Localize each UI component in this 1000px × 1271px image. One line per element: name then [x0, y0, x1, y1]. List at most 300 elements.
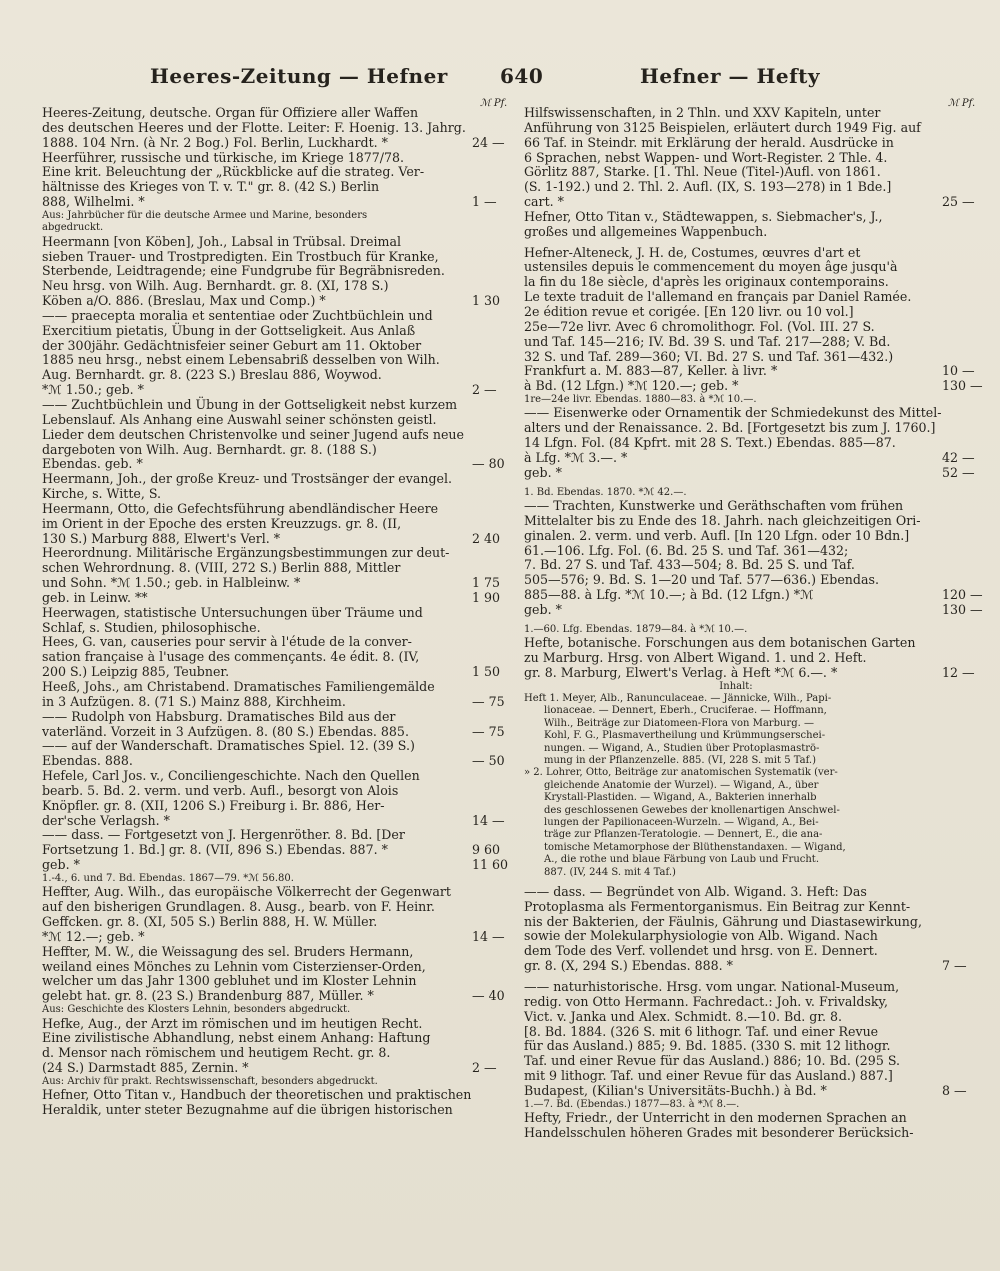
line-text: 200 S.) Leipzig 885, Teubner.	[42, 664, 230, 680]
line-text: Exercitium pietatis, Übung in der Gottseligkeit. Aus Anlaß	[42, 322, 416, 338]
line-text: Heermann, Joh., der große Kreuz- und Trostsänger der evangel.	[42, 471, 452, 487]
line-text: Krystall-Plastiden. — Wigand, A., Bakterien innerhalb	[544, 792, 817, 804]
line-text: 1888. 104 Nrn. (à Nr. 2 Bog.) Fol. Berlin, Luckhardt. *	[42, 134, 388, 150]
price-value: 10 —	[942, 363, 975, 379]
line-text: 130 S.) Marburg 888, Elwert's Verl. *	[42, 530, 281, 546]
entry-line	[42, 530, 501, 547]
line-text: 1.—7. Bd. (Ebendas.) 1877—83. à *ℳ 8.—.	[524, 1098, 740, 1110]
entry-line	[524, 1039, 948, 1054]
entry-line	[524, 290, 948, 305]
line-text: geb. in Leinw. **	[42, 589, 148, 605]
entry-line	[42, 784, 474, 799]
note-line	[524, 780, 948, 792]
line-text: tomische Metamorphose der Blüthenstandaxen. — Wigand,	[544, 841, 846, 853]
line-text: sation française à l'usage des commençants. 4e édit. 8. (IV,	[42, 649, 420, 665]
line-text: Fortsetzung 1. Bd.] gr. 8. (VII, 896 S.) Ebendas. 887. *	[42, 842, 388, 858]
entry-line	[524, 664, 975, 681]
line-text: Görlitz 887, Starke. [1. Thl. Neue (Titel-)Aufl. von 1861.	[524, 164, 881, 180]
line-text: (S. 1-192.) und 2. Thl. 2. Aufl. (IX, S. 193—278) in 1 Bde.]	[524, 179, 892, 195]
line-text: à Lfg. *ℳ 3.—. *	[524, 449, 628, 465]
entry-line	[524, 1025, 948, 1040]
price-value: 12 —	[942, 664, 975, 680]
entry-line	[524, 1126, 948, 1141]
line-text: Anführung von 3125 Beispielen, erläutert durch 1949 Fig. auf	[524, 119, 921, 135]
note-line	[524, 792, 948, 804]
note-line	[524, 854, 948, 866]
entry-line	[524, 636, 948, 651]
entry-line	[524, 194, 975, 210]
line-text: 1885 neu hrsg., nebst einem Lebensabriß desselben von Wilh.	[42, 352, 440, 368]
line-text: im Orient in der Epoche des ersten Kreuzzugs. gr. 8. (II,	[42, 515, 402, 531]
line-text: Inhalt:	[719, 680, 753, 692]
entry-line	[42, 353, 474, 368]
header-right-title: Hefner — Hefty	[640, 64, 821, 88]
entry-line	[42, 915, 474, 930]
entry-line	[42, 382, 497, 398]
line-text: Heft 1. Meyer, Alb., Ranunculaceae. — Jännicke, Wilh., Papi-	[524, 693, 832, 705]
line-text: bearb. 5. Bd. 2. verm. und verb. Aufl., besorgt von Alois	[42, 782, 399, 798]
entry-line	[42, 812, 505, 829]
entry-line	[524, 464, 975, 481]
line-text: gr. 8. Marburg, Elwert's Verlag. à Heft *ℳ 6.—. *	[524, 664, 838, 680]
line-text: mit 9 lithogr. Taf. und einer Revue für das Ausland.) 887.]	[524, 1068, 893, 1084]
entry-line	[42, 546, 474, 561]
entry-line	[524, 436, 948, 451]
line-text: 7. Bd. 27 S. und Taf. 433—504; 8. Bd. 25 S. und Taf.	[524, 557, 855, 573]
entry-line	[42, 589, 501, 606]
line-text: 1re—24e livr. Ebendas. 1880—83. à *ℳ 10.—.	[524, 394, 757, 406]
entry-line	[42, 664, 501, 680]
line-text: Heerwagen, statistische Untersuchungen über Träume und	[42, 604, 423, 620]
entry-line	[42, 151, 474, 166]
entry-line	[42, 1088, 474, 1103]
line-text: Hefte, botanische. Forschungen aus dem botanischen Garten	[524, 635, 916, 651]
line-text: Knöpfler. gr. 8. (XII, 1206 S.) Freiburg i. Br. 886, Her-	[42, 797, 385, 813]
line-text: nungen. — Wigand, A., Studien über Protoplasmaströ-	[544, 742, 820, 754]
entry-line	[524, 151, 948, 166]
line-text: Budapest, (Kilian's Universitäts-Buchh.) à Bd. *	[524, 1082, 827, 1098]
right-column	[524, 105, 983, 1141]
price-value: 1 50	[472, 664, 501, 680]
entry-line	[42, 279, 474, 294]
line-text: Heerordnung. Militärische Ergänzungsbestimmungen zur deut-	[42, 545, 450, 561]
entry-line	[42, 753, 505, 769]
entry-line	[42, 988, 505, 1004]
line-text: » 2. Lohrer, Otto, Beiträge zur anatomischen Systematik (ver-	[524, 767, 838, 779]
entry-line	[524, 363, 975, 379]
entry-line	[42, 710, 474, 725]
line-text: des deutschen Heeres und der Flotte. Leiter: F. Hoenig. 13. Jahrg.	[42, 119, 466, 135]
line-text: 14 Lfgn. Fol. (84 Kpfrt. mit 28 S. Text.) Ebendas. 885—87.	[524, 435, 896, 451]
line-text: nis der Bakterien, der Fäulnis, Gährung und Diastasewirkung,	[524, 913, 922, 929]
line-text: in 3 Aufzügen. 8. (71 S.) Mainz 888, Kirchheim.	[42, 693, 346, 709]
price-column-label-left: ℳ Pf.	[480, 98, 508, 109]
entry-line	[42, 974, 474, 989]
line-text: Lebenslauf. Als Anhang eine Auswahl seiner schönsten geistl.	[42, 411, 437, 427]
line-text: —— dass. — Fortgesetzt von J. Hergenröther. 8. Bd. [Der	[42, 827, 405, 843]
line-text: Aus: Geschichte des Klosters Lehnin, besonders abgedruckt.	[42, 1004, 351, 1016]
entry-line	[42, 928, 505, 945]
note-line	[524, 829, 948, 841]
line-text: 25e—72e livr. Avec 6 chromolithogr. Fol. (Vol. III. 27 S.	[524, 318, 875, 334]
entry-line	[42, 443, 474, 458]
note-line	[524, 755, 948, 767]
price-value: 1 —	[472, 194, 497, 210]
entry-line	[42, 413, 474, 428]
line-text: à Bd. (12 Lfgn.) *ℳ 120.—; geb. *	[524, 378, 739, 394]
line-text: Schlaf, s. Studien, philosophische.	[42, 619, 261, 635]
line-text: und Taf. 145—216; IV. Bd. 39 S. und Taf. 217—288; V. Bd.	[524, 333, 891, 349]
line-text: geb. *	[42, 857, 80, 873]
line-text: la fin du 18e siècle, d'après les originaux contemporains.	[524, 274, 889, 290]
running-header	[0, 64, 1000, 94]
entry-line	[524, 320, 948, 335]
entry-line	[524, 121, 948, 136]
entry-line	[524, 944, 948, 959]
entry-line	[524, 958, 967, 974]
entry-line	[42, 606, 474, 621]
entry-line	[42, 502, 474, 517]
entry-line	[42, 121, 474, 136]
line-text: Hees, G. van, causeries pour servir à l'étude de la conver-	[42, 634, 412, 650]
line-text: dem Tode des Verf. vollendet und hrsg. von E. Dennert.	[524, 943, 878, 959]
entry-line	[42, 1031, 474, 1046]
line-text: Hefele, Carl Jos. v., Conciliengeschichte. Nach den Quellen	[42, 768, 420, 784]
entry-line	[524, 885, 948, 900]
line-text: 6 Sprachen, nebst Wappen- und Wort-Register. 2 Thle. 4.	[524, 149, 888, 165]
price-value: 2 —	[472, 382, 497, 398]
line-text: Hilfswissenschaften, in 2 Thln. und XXV Kapiteln, unter	[524, 105, 881, 120]
line-text: 66 Taf. in Steindr. mit Erklärung der herald. Ausdrücke in	[524, 134, 894, 150]
entry-line	[524, 514, 948, 529]
entry-line	[42, 309, 474, 324]
price-value: — 40	[472, 988, 505, 1004]
entry-line	[42, 680, 474, 695]
entry-line	[42, 857, 509, 873]
entry-line	[42, 1017, 474, 1032]
line-text: geb. *	[524, 601, 562, 617]
entry-line	[42, 165, 474, 180]
entry-line	[524, 180, 948, 195]
line-text: ustensiles depuis le commencement du moyen âge jusqu'à	[524, 259, 898, 275]
line-text: Sterbende, Leidtragende; eine Fundgrube für Begräbnisreden.	[42, 263, 445, 279]
entry-line	[524, 1111, 948, 1126]
entry-line	[524, 165, 948, 180]
line-text: sowie der Molekularphysiologie von Alb. Wigand. Nach	[524, 928, 878, 944]
price-value: — 80	[472, 456, 505, 472]
entry-line	[524, 915, 948, 930]
line-text: großes und allgemeines Wappenbuch.	[524, 223, 768, 239]
entry-line	[42, 339, 474, 354]
entry-line	[42, 769, 474, 784]
line-text: Heeres-Zeitung, deutsche. Organ für Offiziere aller Waffen	[42, 105, 419, 120]
line-text: dargeboten von Wilh. Aug. Bernhardt. gr. 8. (188 S.)	[42, 441, 377, 457]
line-text: des geschlossenen Gewebes der knollenartigen Anschwel-	[544, 804, 840, 816]
line-text: Taf. und einer Revue für das Ausland.) 886; 10. Bd. (295 S.	[524, 1053, 901, 1069]
entry-line	[42, 621, 474, 636]
entry-line	[42, 487, 474, 502]
price-value: — 75	[472, 723, 505, 739]
entry-line	[42, 960, 474, 975]
entry-line	[42, 575, 501, 591]
note-line	[524, 817, 948, 829]
line-text: mung in der Pflanzenzelle. 885. (VI, 228 S. mit 5 Taf.)	[544, 755, 817, 767]
line-text: abgedruckt.	[42, 222, 104, 234]
price-value: 120 —	[942, 587, 983, 603]
page-number: 640	[500, 64, 544, 88]
line-text: Eine zivilistische Abhandlung, nebst einem Anhang: Haftung	[42, 1030, 431, 1046]
line-text: Hefner-Alteneck, J. H. de, Costumes, œuvres d'art et	[524, 244, 861, 260]
entry-line	[524, 335, 948, 350]
entry-line	[42, 398, 474, 413]
price-column-label-right: ℳ Pf.	[948, 98, 976, 109]
entry-line	[524, 406, 948, 421]
line-text: Ebendas. geb. *	[42, 456, 143, 472]
line-text: 1.—60. Lfg. Ebendas. 1879—84. à *ℳ 10.—.	[524, 623, 748, 635]
entry-line	[524, 995, 948, 1010]
entry-line	[524, 651, 948, 666]
line-text: Neu hrsg. von Wilh. Aug. Bernhardt. gr. 8. (XI, 178 S.)	[42, 278, 389, 294]
entry-line	[524, 136, 948, 151]
line-text: hältnisse des Krieges von T. v. T." gr. 8. (42 S.) Berlin	[42, 179, 380, 195]
note-line	[524, 842, 948, 854]
line-text: Protoplasma als Fermentorganismus. Ein Beitrag zur Kennt-	[524, 898, 911, 914]
entry-line	[524, 558, 948, 573]
entry-line	[524, 1069, 948, 1084]
entry-line	[524, 601, 983, 618]
entry-line	[42, 456, 505, 472]
line-text: 505—576; 9. Bd. S. 1—20 und Taf. 577—636.) Ebendas.	[524, 572, 879, 588]
line-text: Geffcken. gr. 8. (XI, 505 S.) Berlin 888, H. W. Müller.	[42, 914, 378, 930]
line-text: 2e édition revue et corigée. [En 120 livr. ou 10 vol.]	[524, 303, 854, 319]
price-value: 1 30	[472, 293, 501, 309]
entry-line	[524, 246, 948, 261]
note-line	[524, 805, 948, 817]
entry-line	[524, 106, 948, 121]
line-text: *ℳ 12.—; geb. *	[42, 928, 145, 944]
line-text: Ebendas. 888.	[42, 753, 133, 769]
note-line	[524, 681, 948, 693]
line-text: 61.—106. Lfg. Fol. (6. Bd. 25 S. und Taf. 361—432;	[524, 542, 849, 558]
price-value: 9 60	[472, 842, 501, 858]
price-value: 25 —	[942, 194, 975, 210]
note-line	[524, 705, 948, 717]
line-text: Hefty, Friedr., der Unterricht in den modernen Sprachen an	[524, 1110, 907, 1126]
price-value: 130 —	[942, 378, 983, 394]
line-text: Aus: Jahrbücher für die deutsche Armee und Marine, besonders	[42, 209, 368, 221]
entry-line	[524, 980, 948, 995]
entry-line	[42, 1060, 497, 1076]
entry-line	[524, 573, 948, 588]
line-text: der'sche Verlagsh. *	[42, 812, 170, 828]
entry-line	[42, 472, 474, 487]
line-text: Heffter, Aug. Wilh., das europäische Völkerrecht der Gegenwart	[42, 884, 451, 900]
price-value: 130 —	[942, 601, 983, 617]
entry-line	[42, 739, 474, 754]
price-value: 7 —	[942, 958, 967, 974]
line-text: Heermann [von Köben], Joh., Labsal in Trübsal. Dreimal	[42, 233, 402, 249]
line-text: ginalen. 2. verm. und verb. Aufl. [In 120 Lfgn. oder 10 Bdn.]	[524, 527, 910, 543]
line-text: 32 S. und Taf. 289—360; VI. Bd. 27 S. und Taf. 361—432.)	[524, 348, 894, 364]
header-left-title: Heeres-Zeitung — Hefner	[150, 64, 448, 88]
line-text: *ℳ 1.50.; geb. *	[42, 382, 144, 398]
entry-line	[524, 499, 948, 514]
line-text: der 300jähr. Gedächtnisfeier seiner Geburt am 11. Oktober	[42, 337, 422, 353]
entry-line	[42, 250, 474, 265]
entry-line	[524, 529, 948, 544]
entry-line	[524, 587, 983, 603]
entry-line	[42, 723, 505, 740]
line-text: 887. (IV, 244 S. mit 4 Taf.)	[544, 866, 676, 878]
line-text: redig. von Otto Hermann. Fachredact.: Joh. v. Frivaldsky,	[524, 993, 888, 1009]
line-text: (24 S.) Darmstadt 885, Zernin. *	[42, 1060, 249, 1076]
line-text: —— praecepta moralia et sententiae oder Zuchtbüchlein und	[42, 307, 433, 323]
line-text: Heerführer, russische und türkische, im Kriege 1877/78.	[42, 149, 405, 165]
entry-line	[524, 900, 948, 915]
price-value: — 75	[472, 693, 505, 709]
line-text: lungen der Papilionaceen-Wurzeln. — Wigand, A., Bei-	[544, 817, 819, 828]
line-text: auf den bisherigen Grundlagen. 8. Ausg., bearb. von F. Heinr.	[42, 899, 435, 915]
entry-line	[42, 945, 474, 960]
left-column	[42, 105, 509, 1118]
entry-line	[524, 305, 948, 320]
line-text: geb. *	[524, 464, 562, 480]
entry-line	[42, 561, 474, 576]
entry-line	[42, 235, 474, 250]
line-text: Lieder dem deutschen Christenvolke und seiner Jugend aufs neue	[42, 426, 464, 442]
line-text: d. Mensor nach römischem und heutigem Recht. gr. 8.	[42, 1045, 391, 1061]
entry-line	[42, 1103, 474, 1118]
line-text: Heermann, Otto, die Gefechtsführung abendländischer Heere	[42, 500, 439, 516]
entry-line	[524, 260, 948, 275]
line-text: cart. *	[524, 194, 564, 210]
line-text: für das Ausland.) 885; 9. Bd. 1885. (330 S. mit 12 lithogr.	[524, 1038, 891, 1054]
entry-line	[42, 134, 505, 151]
entry-line	[524, 929, 948, 944]
note-line	[524, 767, 948, 779]
line-text: A., die rothe und blaue Färbung von Laub und Frucht.	[544, 854, 820, 866]
price-value: 1 75	[472, 575, 501, 591]
line-text: gleichende Anatomie der Wurzel). — Wigand, A., über	[544, 779, 819, 791]
line-text: schen Wehrordnung. 8. (VIII, 272 S.) Berlin 888, Mittler	[42, 560, 401, 576]
entry-line	[42, 180, 474, 195]
line-text: 888, Wilhelmi. *	[42, 194, 145, 210]
line-text: —— auf der Wanderschaft. Dramatisches Spiel. 12. (39 S.)	[42, 738, 415, 754]
entry-line	[42, 799, 474, 814]
entry-line	[42, 106, 474, 121]
line-text: und Sohn. *ℳ 1.50.; geb. in Halbleinw. *	[42, 575, 301, 591]
note-line	[524, 730, 948, 742]
line-text: —— Eisenwerke oder Ornamentik der Schmiedekunst des Mittel-	[524, 405, 942, 421]
entry-line	[524, 421, 948, 436]
line-text: Heraldik, unter steter Bezugnahme auf die übrigen historischen	[42, 1102, 453, 1118]
line-text: [8. Bd. 1884. (326 S. mit 6 lithogr. Taf. und einer Revue	[524, 1023, 879, 1039]
entry-line	[42, 293, 501, 309]
entry-line	[42, 650, 474, 665]
entry-line	[524, 1010, 948, 1025]
line-text: —— Zuchtbüchlein und Übung in der Gottseligkeit nebst kurzem	[42, 396, 458, 412]
entry-line	[42, 324, 474, 339]
line-text: gr. 8. (X, 294 S.) Ebendas. 888. *	[524, 958, 733, 974]
note-line	[524, 718, 948, 730]
price-value: 11 60	[472, 857, 509, 873]
line-text: sieben Trauer- und Trostpredigten. Ein Trostbuch für Kranke,	[42, 248, 439, 264]
line-text: Handelsschulen höheren Grades mit besonderer Berücksich-	[524, 1125, 914, 1140]
price-value: 42 —	[942, 449, 975, 465]
line-text: Aug. Bernhardt. gr. 8. (223 S.) Breslau 886, Woywod.	[42, 367, 382, 383]
line-text: Hefke, Aug., der Arzt im römischen und im heutigen Recht.	[42, 1015, 423, 1031]
entry-line	[42, 900, 474, 915]
entry-line	[524, 1054, 948, 1069]
line-text: Kohl, F. G., Plasmavertheilung und Krümmungserschei-	[544, 730, 826, 742]
entry-line	[524, 350, 948, 365]
line-text: welcher um das Jahr 1300 gebluhet und im Kloster Lehnin	[42, 973, 417, 989]
line-text: 1. Bd. Ebendas. 1870. *ℳ 42.—.	[524, 486, 687, 498]
note-line	[524, 867, 948, 879]
price-value: 14 —	[472, 812, 505, 828]
line-text: Aus: Archiv für prakt. Rechtswissenschaft, besonders abgedruckt.	[42, 1075, 378, 1087]
price-value: 2 40	[472, 530, 501, 546]
price-value: 1 90	[472, 589, 501, 605]
entry-line	[524, 544, 948, 559]
entry-line	[42, 517, 474, 532]
entry-line	[42, 885, 474, 900]
line-text: Wilh., Beiträge zur Diatomeen-Flora von Marburg. —	[544, 717, 814, 729]
note-line	[42, 210, 474, 222]
line-text: vaterländ. Vorzeit in 3 Aufzügen. 8. (80 S.) Ebendas. 885.	[42, 723, 409, 739]
entry-line	[42, 828, 474, 843]
entry-line	[42, 194, 497, 210]
line-text: Kirche, s. Witte, S.	[42, 486, 162, 502]
price-value: 52 —	[942, 464, 975, 480]
line-text: zu Marburg. Hrsg. von Albert Wigand. 1. und 2. Heft.	[524, 650, 867, 666]
entry-line	[42, 368, 474, 383]
price-value: 14 —	[472, 928, 505, 944]
line-text: lionaceae. — Dennert, Eberh., Cruciferae. — Hoffmann,	[544, 705, 827, 717]
entry-line	[42, 693, 505, 710]
line-text: gelebt hat. gr. 8. (23 S.) Brandenburg 887, Müller. *	[42, 988, 374, 1004]
entry-line	[42, 842, 501, 858]
line-text: Le texte traduit de l'allemand en français par Daniel Ramée.	[524, 289, 912, 305]
line-text: 885—88. à Lfg. *ℳ 10.—; à Bd. (12 Lfgn.) *ℳ	[524, 587, 814, 603]
price-value: 24 —	[472, 134, 505, 150]
line-text: Hefner, Otto Titan v., Handbuch der theoretischen und praktischen	[42, 1087, 472, 1103]
price-value: — 50	[472, 753, 505, 769]
entry-line	[524, 275, 948, 290]
line-text: Heeß, Johs., am Christabend. Dramatisches Familiengemälde	[42, 679, 435, 694]
line-text: —— dass. — Begründet von Alb. Wigand. 3. Heft: Das	[524, 883, 867, 899]
line-text: Köben a/O. 886. (Breslau, Max und Comp.) *	[42, 293, 326, 309]
line-text: Mittelalter bis zu Ende des 18. Jahrh. nach gleichzeitigen Ori-	[524, 512, 921, 528]
line-text: weiland eines Mönches zu Lehnin vom Cisterzienser-Orden,	[42, 958, 426, 974]
line-text: träge zur Pflanzen-Teratologie. — Dennert, E., die ana-	[544, 829, 823, 841]
note-line	[524, 743, 948, 755]
line-text: —— Trachten, Kunstwerke und Geräthschaften vom frühen	[524, 498, 904, 514]
price-value: 2 —	[472, 1060, 497, 1076]
line-text: alters und der Renaissance. 2. Bd. [Fortgesetzt bis zum J. 1760.]	[524, 420, 936, 436]
line-text: —— Rudolph von Habsburg. Dramatisches Bild aus der	[42, 708, 396, 724]
entry-line	[524, 225, 948, 240]
entry-line	[42, 264, 474, 279]
entry-line	[42, 1046, 474, 1061]
line-text: Vict. v. Janka und Alex. Schmidt. 8.—10. Bd. gr. 8.	[524, 1008, 843, 1024]
entry-line	[524, 1082, 967, 1099]
entry-line	[524, 378, 983, 394]
line-text: Eine krit. Beleuchtung der „Rückblicke auf die strateg. Ver-	[42, 164, 425, 180]
line-text: Heffter, M. W., die Weissagung des sel. Bruders Hermann,	[42, 943, 414, 959]
line-text: Frankfurt a. M. 883—87, Keller. à livr. *	[524, 363, 778, 379]
line-text: Hefner, Otto Titan v., Städtewappen, s. Siebmacher's, J.,	[524, 208, 883, 224]
